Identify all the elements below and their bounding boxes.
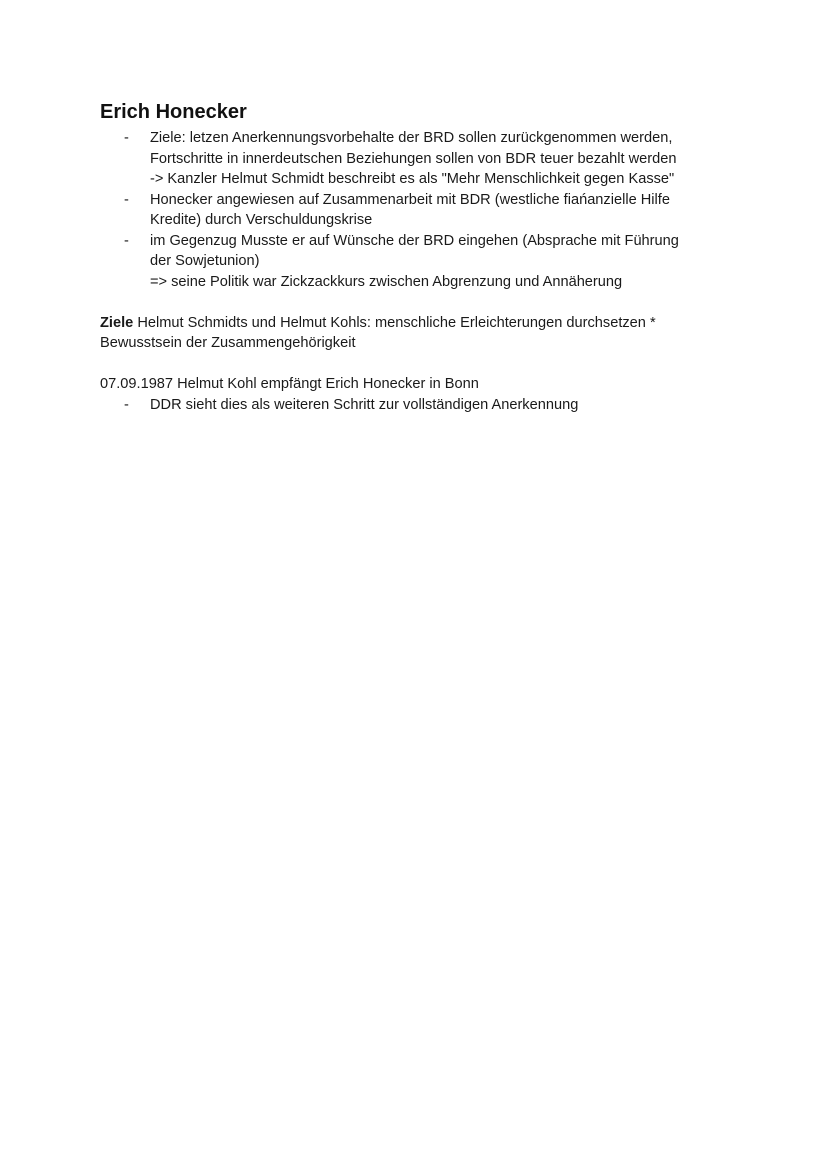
list-item-line: Fortschritte in innerdeutschen Beziehungen sollen von BDR teuer bezahlt werden	[150, 150, 677, 167]
list-item-line: Ziele: letzen Anerkennungsvorbehalte der BRD sollen zurückgenommen werden,	[150, 130, 673, 146]
list-item-line: der Sowjetunion)	[150, 253, 260, 269]
list-item-line: Honecker angewiesen auf Zusammenarbeit mit BDR (westliche fiańanzielle Hilfe	[150, 191, 670, 208]
event-paragraph	[100, 374, 740, 395]
list-item	[100, 395, 740, 416]
dash-marker: -	[124, 396, 129, 413]
list-item-line: Kredite) durch Verschuldungskrise	[150, 212, 373, 228]
list-item	[100, 190, 740, 231]
ziele-line-1	[100, 313, 740, 334]
event-line: 07.09.1987 Helmut Kohl empfängt Erich Honecker in Bonn	[100, 376, 479, 392]
ziele-bold-label: Ziele	[100, 314, 134, 331]
ziele-line-2: Bewusstsein der Zusammengehörigkeit	[100, 335, 356, 351]
section1-bullet-list	[100, 128, 740, 292]
event-bullet-list	[100, 395, 740, 416]
list-item	[100, 128, 740, 190]
document-content	[100, 98, 740, 415]
ziele-line-1-text: Helmut Schmidts und Helmut Kohls: menschliche Erleichterungen durchsetzen *	[133, 314, 656, 331]
ziele-paragraph	[100, 313, 740, 354]
list-item-line: im Gegenzug Musste er auf Wünsche der BRD eingehen (Absprache mit Führung	[150, 232, 679, 249]
page-title: Erich Honecker	[100, 101, 247, 123]
list-item-line: => seine Politik war Zickzackkurs zwischen Abgrenzung und Annäherung	[150, 273, 623, 290]
list-item-line: -> Kanzler Helmut Schmidt beschreibt es als "Mehr Menschlichkeit gegen Kasse"	[150, 171, 675, 187]
list-item-line: DDR sieht dies als weiteren Schritt zur vollständigen Anerkennung	[150, 396, 579, 413]
dash-marker: -	[124, 130, 129, 146]
dash-marker: -	[124, 191, 129, 208]
dash-marker: -	[124, 232, 129, 249]
list-item	[100, 231, 740, 293]
